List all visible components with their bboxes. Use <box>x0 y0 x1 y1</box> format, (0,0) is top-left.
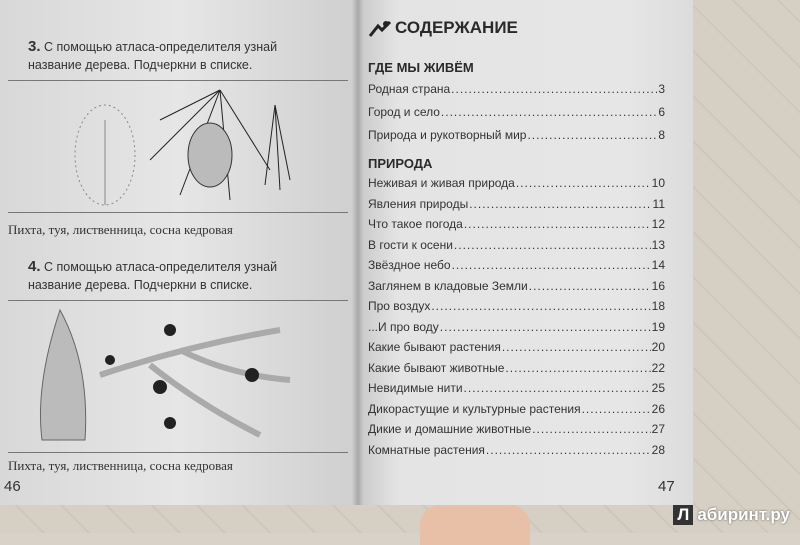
toc-entry <box>368 340 665 354</box>
toc-entry-page: 22 <box>651 360 665 375</box>
toc-entry-title: Звёздное небо <box>368 258 451 272</box>
toc-entry-title: Явления природы <box>368 196 469 211</box>
toc-entry <box>368 82 665 96</box>
page-number: 47 <box>658 478 675 495</box>
leader-dots <box>441 105 657 119</box>
leader-dots <box>431 299 650 313</box>
leader-dots <box>532 422 650 436</box>
task-3-options: Пихта, туя, лиственница, сосна кедровая <box>8 222 233 237</box>
task-text: С помощью атласа-определителя узнай название дерева. Подчеркни в списке. <box>28 40 278 72</box>
leader-dots <box>451 82 657 96</box>
toc-entry-page: 10 <box>651 176 665 190</box>
leader-dots <box>440 320 651 334</box>
toc-entry-title: Что такое погода <box>368 217 463 231</box>
divider <box>8 452 348 453</box>
toc-entry-page: 14 <box>651 258 665 272</box>
leader-dots <box>464 381 651 395</box>
toc-entry-page: 20 <box>651 340 665 354</box>
tree-illustration-thuja <box>30 305 330 450</box>
hand <box>420 505 530 545</box>
toc-entry-title: Дикорастущие и культурные растения <box>368 401 581 416</box>
toc-entry <box>368 299 665 313</box>
toc-entry-title: Дикие и домашние животные <box>368 422 532 436</box>
toc-entry <box>368 422 665 436</box>
leader-dots <box>582 402 651 416</box>
leader-dots <box>516 176 651 190</box>
task-3 <box>28 38 328 74</box>
toc-entry <box>368 361 665 375</box>
toc-entry-page: 11 <box>652 196 665 211</box>
toc-entry-page: 27 <box>651 422 665 436</box>
task-4 <box>28 258 328 294</box>
toc-entry <box>368 258 665 272</box>
toc-entry-title: Заглянем в кладовые Земли <box>368 278 528 293</box>
toc-entry-page: 6 <box>658 105 665 119</box>
toc-entry-page: 28 <box>651 442 665 457</box>
divider <box>8 212 348 213</box>
leader-dots <box>486 443 651 457</box>
toc-entry-title: Про воздух <box>368 299 431 313</box>
toc-section-heading: ПРИРОДА <box>368 156 433 171</box>
toc-entry <box>368 402 665 416</box>
toc-entry-title: Невидимые нити <box>368 381 463 395</box>
toc-entry <box>368 320 665 334</box>
leader-dots <box>469 197 651 211</box>
toc-entry-title: ...И про воду <box>368 319 439 334</box>
toc-entry-title: В гости к осени <box>368 237 453 252</box>
toc-entry-page: 19 <box>651 319 665 334</box>
leader-dots <box>502 340 651 354</box>
toc-entry-page: 12 <box>651 217 665 231</box>
toc-title: СОДЕРЖАНИЕ <box>395 18 518 37</box>
toc-entry-title: Природа и рукотворный мир <box>368 128 527 142</box>
toc-entry-title: Какие бывают растения <box>368 340 501 354</box>
toc-entry-page: 16 <box>651 278 665 293</box>
toc-entry <box>368 381 665 395</box>
watermark <box>673 505 790 525</box>
toc-entry-page: 8 <box>658 128 665 142</box>
page-number: 46 <box>4 478 21 495</box>
leader-dots <box>454 238 651 252</box>
leader-dots <box>529 279 651 293</box>
toc-entry-title: Комнатные растения <box>368 442 485 457</box>
toc-entry-page: 25 <box>651 381 665 395</box>
toc-entry <box>368 176 665 190</box>
leader-dots <box>452 258 651 272</box>
toc-entry <box>368 128 665 142</box>
toc-entry-page: 13 <box>651 237 665 252</box>
task-4-options: Пихта, туя, лиственница, сосна кедровая <box>8 458 233 473</box>
toc-entry-page: 18 <box>651 299 665 313</box>
toc-entry <box>368 443 665 457</box>
divider <box>8 300 348 301</box>
left-page <box>0 0 358 505</box>
tree-illustration-pine <box>60 80 320 210</box>
toc-entry-page: 26 <box>651 401 665 416</box>
leader-dots <box>527 128 657 142</box>
toc-section-heading: ГДЕ МЫ ЖИВЁМ <box>368 60 474 75</box>
toc-entry-title: Город и село <box>368 105 440 119</box>
watermark-text: абиринт.ру <box>697 505 790 524</box>
leader-dots <box>464 217 651 231</box>
toc-entry <box>368 279 665 293</box>
toc-entry <box>368 238 665 252</box>
toc-entry-title: Какие бывают животные <box>368 360 505 375</box>
book-spine <box>352 0 364 505</box>
task-number: 4. <box>28 258 41 275</box>
toc-entry <box>368 217 665 231</box>
leader-dots <box>505 361 650 375</box>
toc-entry <box>368 197 665 211</box>
toc-entry-page: 3 <box>658 82 665 96</box>
task-number: 3. <box>28 38 41 55</box>
task-text: С помощью атласа-определителя узнай название дерева. Подчеркни в списке. <box>28 260 278 292</box>
toc-entry-title: Родная страна <box>368 82 451 96</box>
watermark-logo: Л <box>673 505 693 525</box>
reading-icon <box>368 18 392 40</box>
toc-entry <box>368 105 665 119</box>
toc-entry-title: Неживая и живая природа <box>368 176 515 190</box>
